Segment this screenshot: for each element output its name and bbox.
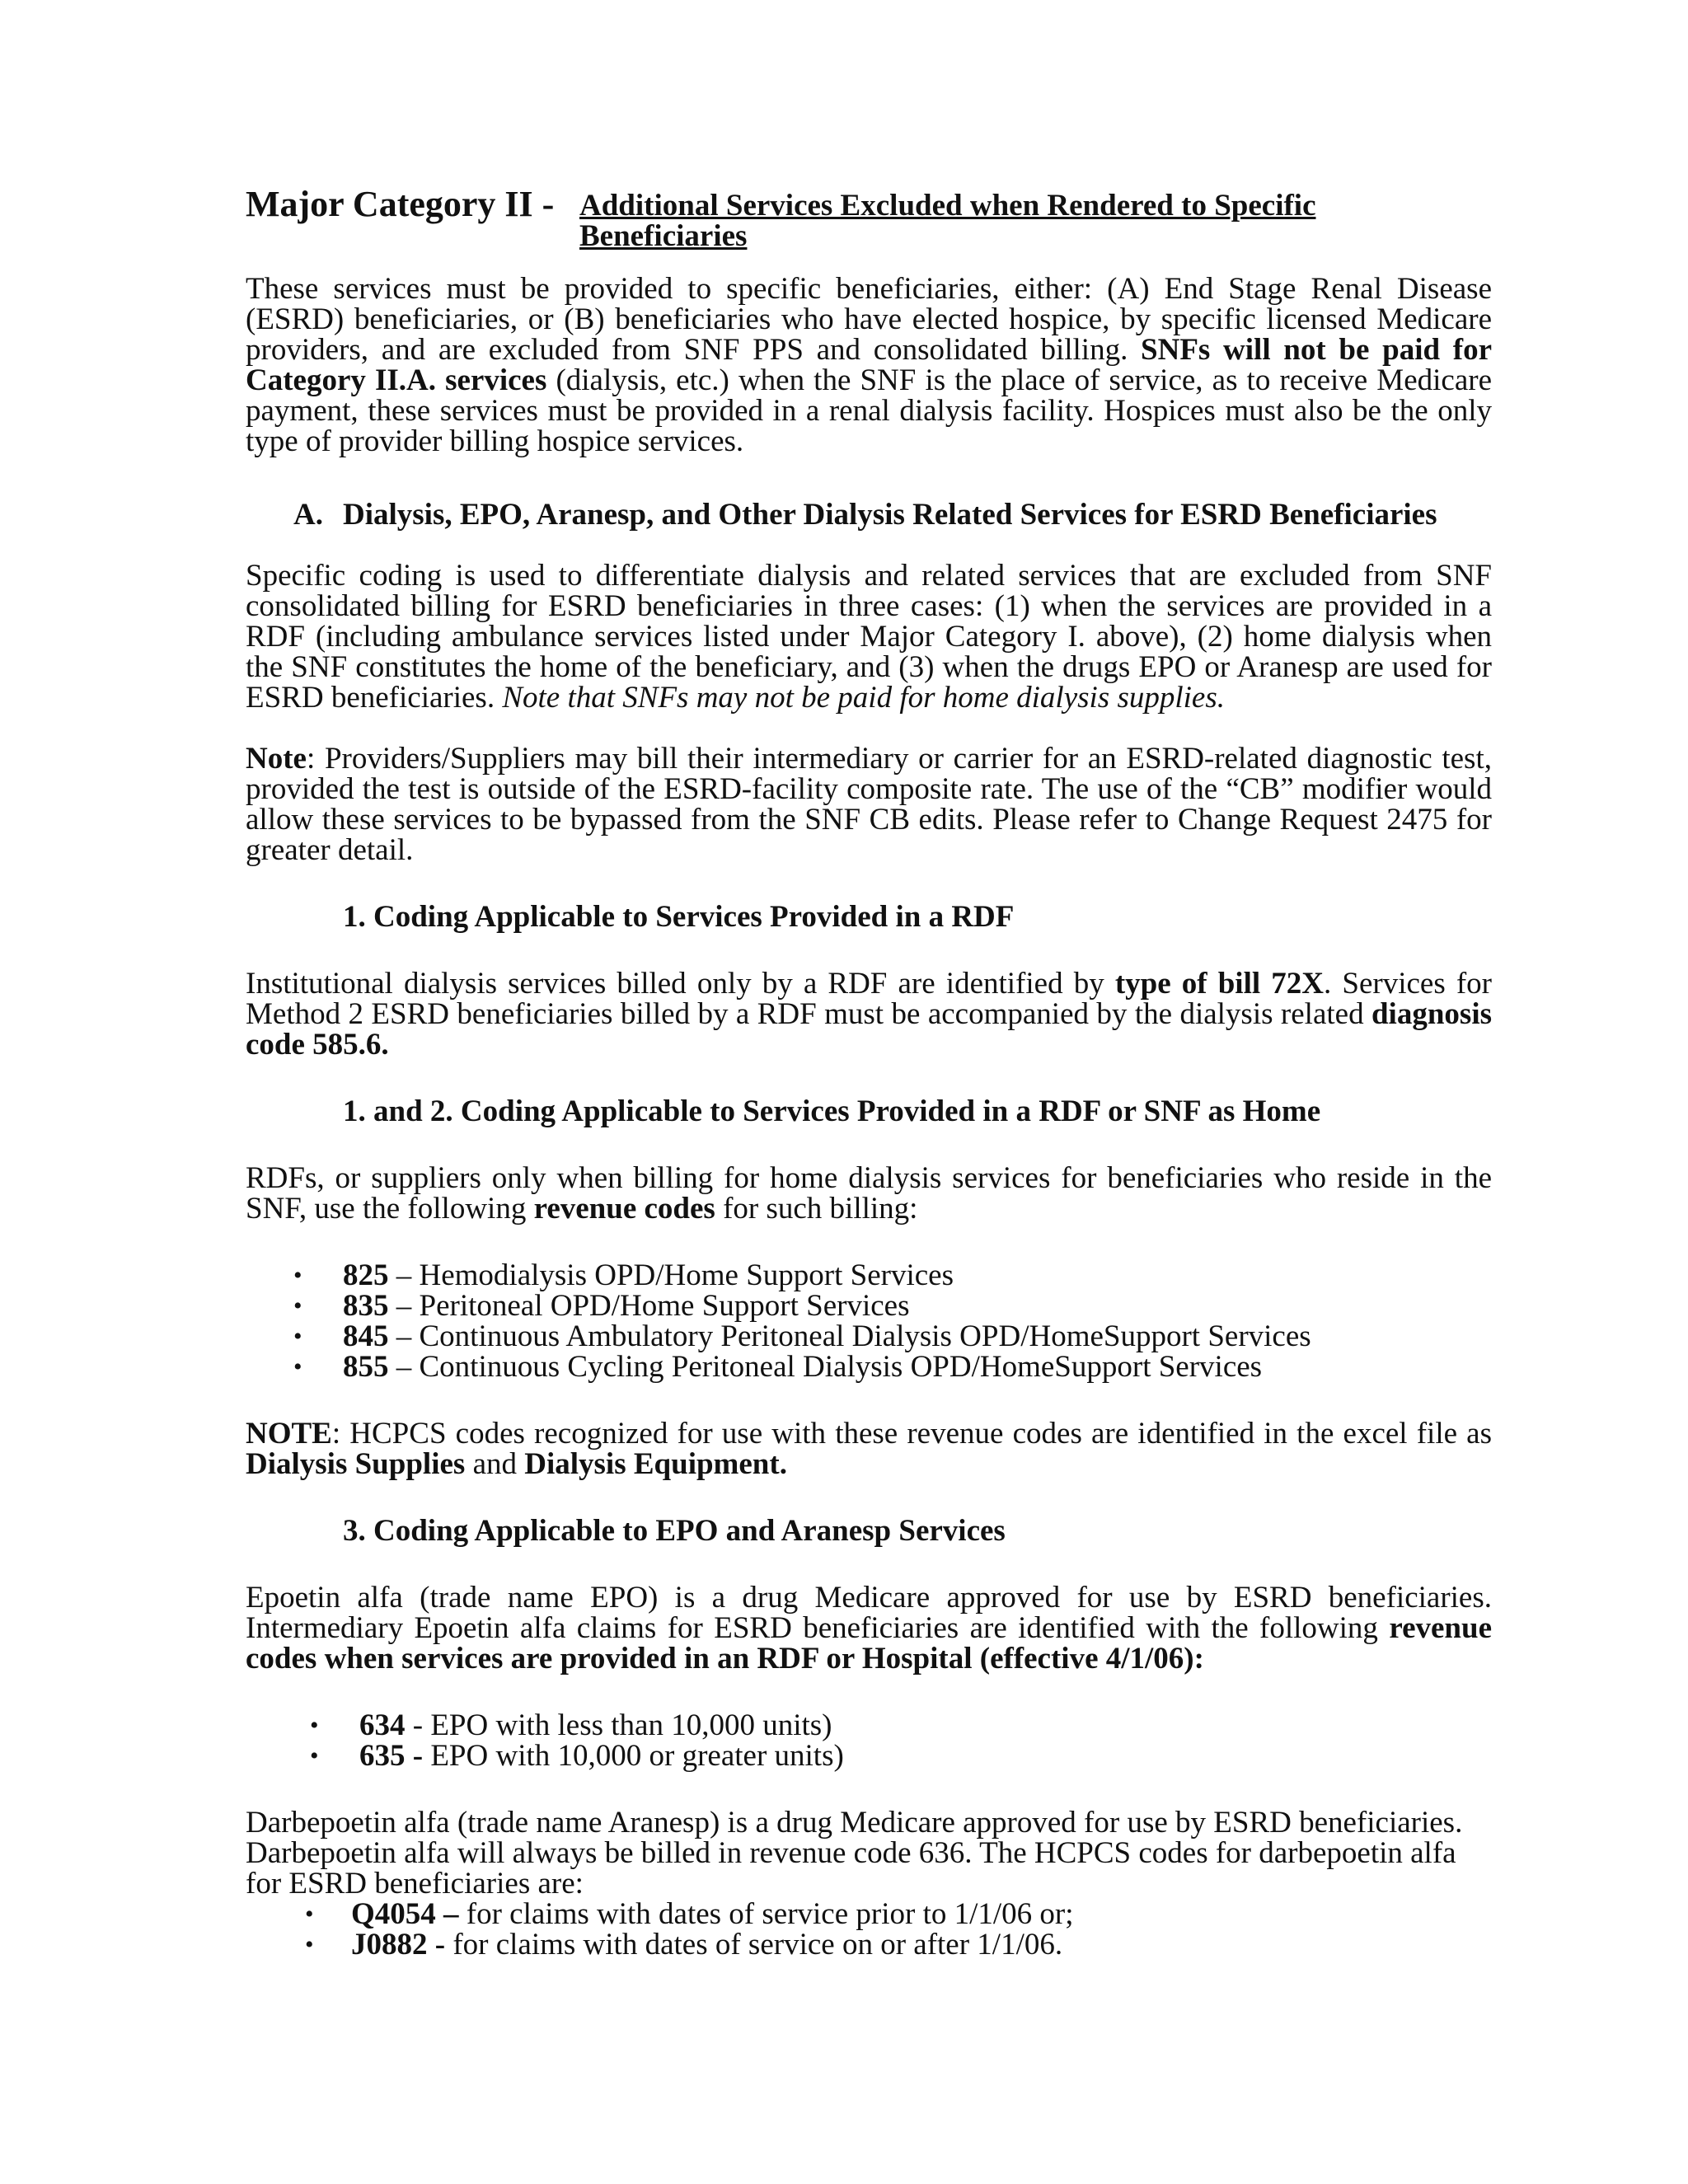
epo-code: 635 - (359, 1739, 424, 1773)
section-a-heading (246, 499, 1587, 530)
revenue-code-description: – Continuous Cycling Peritoneal Dialysis OPD/HomeSupport Services (388, 1350, 1263, 1384)
heading-rdf-snf-home: 1. and 2. Coding Applicable to Services Provided in a RDF or SNF as Home (343, 1094, 1321, 1128)
bullet-icon: • (293, 1292, 302, 1319)
home-text-1: RDFs, or suppliers only when billing for home dialysis services for beneficiaries who reside in the SNF, use the following (246, 1161, 1492, 1226)
note-label: Note (246, 742, 307, 776)
intro-text-2: (dialysis, etc.) when the SNF is the place of service, as to receive Medicare payment, these services must be provided in a renal dialysis facility. Hospices must also be the only type of provider billing hospice services. (246, 363, 1492, 458)
bullet-icon: • (293, 1262, 302, 1289)
epo-code: 634 (359, 1708, 406, 1742)
rdf-paragraph (246, 968, 1492, 1060)
hcpcs-code-list (246, 1899, 1492, 1960)
hcpcs-code-description: for claims with dates of service on or after 1/1/06. (445, 1928, 1063, 1961)
home-dialysis-paragraph (246, 1163, 1492, 1224)
hcpcs-note-bold-2: Dialysis Equipment. (524, 1447, 787, 1481)
darbepoetin-text: Darbepoetin alfa (trade name Aranesp) is a drug Medicare approved for use by ESRD beneficiaries. Darbepoetin alfa will always be billed in revenue code 636. The HCPCS codes for darbepoetin alfa for ESRD beneficiaries are: (246, 1806, 1463, 1900)
hcpcs-note-paragraph (246, 1418, 1492, 1479)
epo-code-list (246, 1710, 1492, 1771)
revenue-code-description: – Hemodialysis OPD/Home Support Services (388, 1258, 954, 1292)
list-item (246, 1352, 1492, 1382)
list-item (246, 1741, 1492, 1771)
epo-bold: revenue codes when services are provided in an RDF or Hospital (effective 4/1/06): (246, 1611, 1492, 1675)
note-paragraph (246, 743, 1492, 865)
list-item (246, 1710, 1492, 1741)
revenue-code-description: – Continuous Ambulatory Peritoneal Dialysis OPD/HomeSupport Services (388, 1319, 1311, 1353)
list-item (246, 1260, 1492, 1291)
intro-text-1: These services must be provided to specific beneficiaries, either: (A) End Stage Renal Disease (ESRD) beneficiaries, or (B) beneficiaries who have elected hospice, by specific licensed Medicare providers, and are excluded from SNF PPS and consolidated billing. (246, 272, 1492, 367)
heading-epo-aranesp: 3. Coding Applicable to EPO and Aranesp Services (343, 1514, 1006, 1548)
specific-coding-paragraph (246, 560, 1492, 713)
epo-text: Epoetin alfa (trade name EPO) is a drug Medicare approved for use by ESRD beneficiaries. Intermediary Epoetin alfa claims for ESRD beneficiaries are identified with the following (246, 1581, 1492, 1645)
hcpcs-code-description: for claims with dates of service prior to 1/1/06 or; (458, 1897, 1074, 1931)
hcpcs-note-label: NOTE (246, 1417, 332, 1451)
hcpcs-note-bold-1: Dialysis Supplies (246, 1447, 466, 1481)
bullet-icon: • (305, 1900, 314, 1928)
revenue-code: 845 (343, 1319, 389, 1353)
rdf-text-1: Institutional dialysis services billed only by a RDF are identified by (246, 967, 1115, 1001)
home-bold: revenue codes (533, 1192, 715, 1226)
revenue-code: 835 (343, 1289, 389, 1323)
bullet-icon: • (293, 1353, 302, 1380)
rdf-bold-1: type of bill 72X (1114, 967, 1324, 1001)
hcpcs-note-text-2: and (465, 1447, 525, 1481)
document-body (246, 183, 1492, 1960)
page-title (246, 183, 1492, 254)
hcpcs-note-text-1: : HCPCS codes recognized for use with these revenue codes are identified in the excel file as (331, 1417, 1492, 1451)
list-item (246, 1929, 1492, 1960)
note-text: : Providers/Suppliers may bill their intermediary or carrier for an ESRD-related diagnostic test, provided the test is outside of the ESRD-facility composite rate. The use of the “CB” modifier would allow these services to be bypassed from the SNF CB edits. Please refer to Change Request 2475 for greater detail. (246, 742, 1492, 867)
rdf-text-2: . Services for Method 2 ESRD beneficiaries billed by a RDF must be accompanied by the dialysis related (246, 967, 1492, 1031)
revenue-code: 855 (343, 1350, 389, 1384)
list-item (246, 1291, 1492, 1321)
bullet-icon: • (310, 1742, 319, 1769)
bullet-icon: • (305, 1931, 314, 1958)
revenue-code: 825 (343, 1258, 389, 1292)
section-a-title: Dialysis, EPO, Aranesp, and Other Dialysis Related Services for ESRD Beneficiaries (343, 498, 1437, 532)
epo-code-description: EPO with 10,000 or greater units) (423, 1739, 844, 1773)
home-text-2: for such billing: (715, 1192, 918, 1226)
revenue-code-description: – Peritoneal OPD/Home Support Services (388, 1289, 910, 1323)
title-subtitle: Additional Services Excluded when Rendered to Specific Beneficiaries (579, 189, 1316, 253)
list-item (246, 1899, 1492, 1929)
bullet-icon: • (310, 1712, 319, 1739)
darbepoetin-paragraph (246, 1807, 1474, 1899)
hcpcs-code: Q4054 – (351, 1897, 459, 1931)
bullet-icon: • (293, 1323, 302, 1350)
epo-paragraph (246, 1582, 1492, 1674)
revenue-code-list (246, 1260, 1492, 1382)
title-major: Major Category II - (246, 184, 555, 224)
hcpcs-code: J0882 - (351, 1928, 446, 1961)
intro-paragraph (246, 274, 1492, 457)
intro-bold: SNFs will not be paid for Category II.A. services (246, 333, 1492, 397)
specific-text: Specific coding is used to differentiate dialysis and related services that are excluded from SNF consolidated billing for ESRD beneficiaries in three cases: (1) when the services are provided in a RDF (including ambulance services listed under Major Category I. above), (2) home dialysis when the SNF constitutes the home of the beneficiary, and (3) when the drugs EPO or Aranesp are used for ESRD beneficiaries. (246, 559, 1492, 715)
epo-code-description: - EPO with less than 10,000 units) (405, 1708, 832, 1742)
heading-rdf-coding: 1. Coding Applicable to Services Provided in a RDF (343, 900, 1015, 934)
section-a-letter: A. (293, 498, 323, 532)
specific-italic-note: Note that SNFs may not be paid for home dialysis supplies. (502, 681, 1225, 715)
rdf-bold-2: diagnosis code 585.6. (246, 997, 1492, 1062)
list-item (246, 1321, 1492, 1352)
